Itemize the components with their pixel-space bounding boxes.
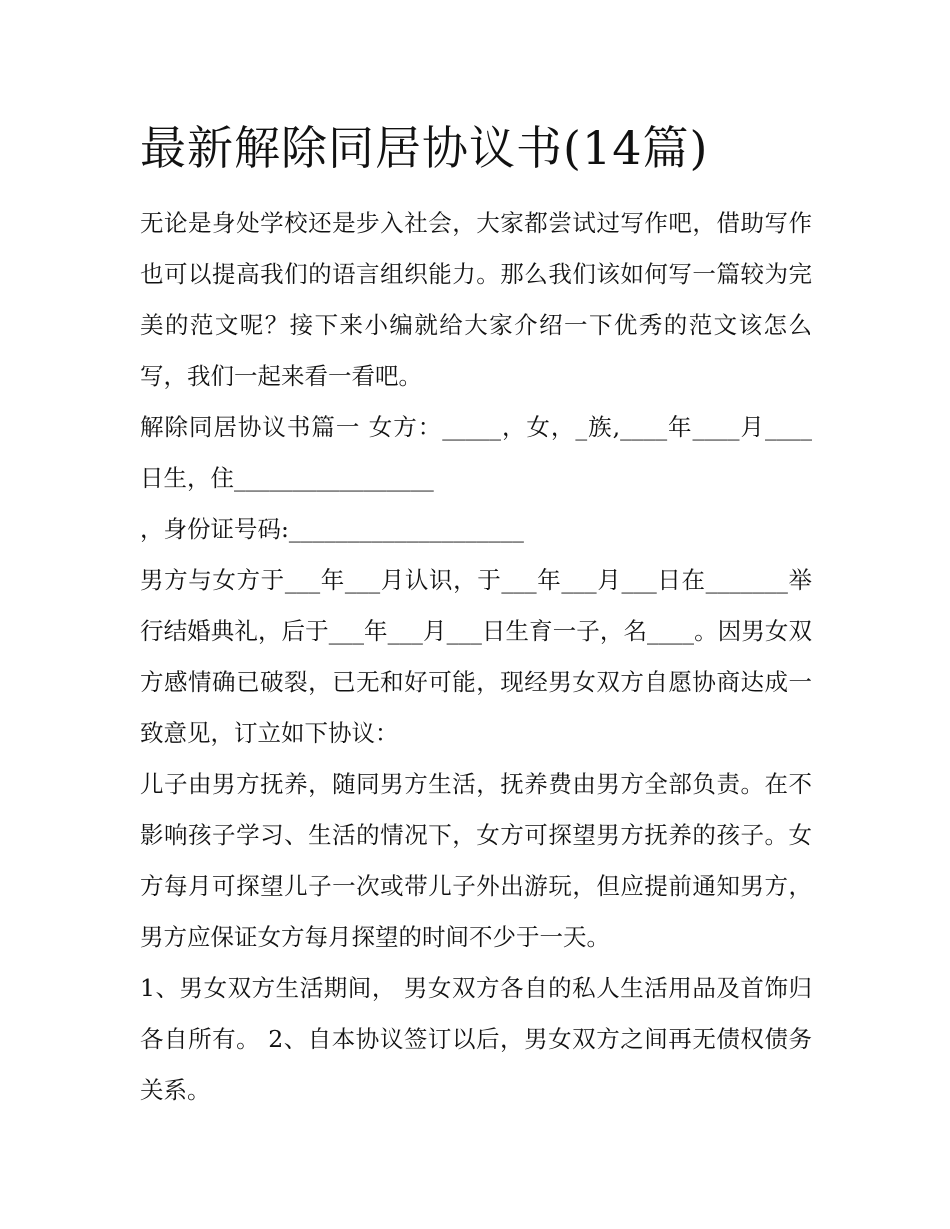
intro-paragraph: 无论是身处学校还是步入社会，大家都尝试过写作吧，借助写作也可以提高我们的语言组织能力。那么我们该如何写一篇较为完美的范文呢？接下来小编就给大家介绍一下优秀的范文该怎么写，我们一起来看一看吧。: [140, 209, 812, 390]
property-clause-paragraph: 1、男女双方生活期间， 男女双方各自的私人生活用品及首饰归各自所有。 2、自本协议签订以后，男女双方之间再无债权债务关系。: [140, 974, 812, 1104]
custody-clause-paragraph: 儿子由男方抚养，随同男方生活，抚养费由男方全部负责。在不影响孩子学习、生活的情况下，女方可探望男方抚养的孩子。女方每月可探望儿子一次或带儿子外出游玩，但应提前通知男方，男方应保证女方每月探望的时间不少于一天。: [140, 770, 812, 951]
page-title: 最新解除同居协议书(14篇): [140, 121, 709, 175]
id-number-line: ，身份证号码:____________________: [140, 515, 524, 543]
agreement-background-paragraph: 男方与女方于___年___月认识，于___年___月___日在_______举行结婚典礼，后于___年___月___日生育一子，名____。因男女双方感情确已破裂，已无和好可能，现经男女双方自愿协商达成一致意见，订立如下协议：: [140, 566, 812, 747]
agreement-party-female: 解除同居协议书篇一 女方：_____，女，_族,____年____月____日生，住_________________: [140, 413, 812, 492]
document-body: [140, 198, 812, 1116]
